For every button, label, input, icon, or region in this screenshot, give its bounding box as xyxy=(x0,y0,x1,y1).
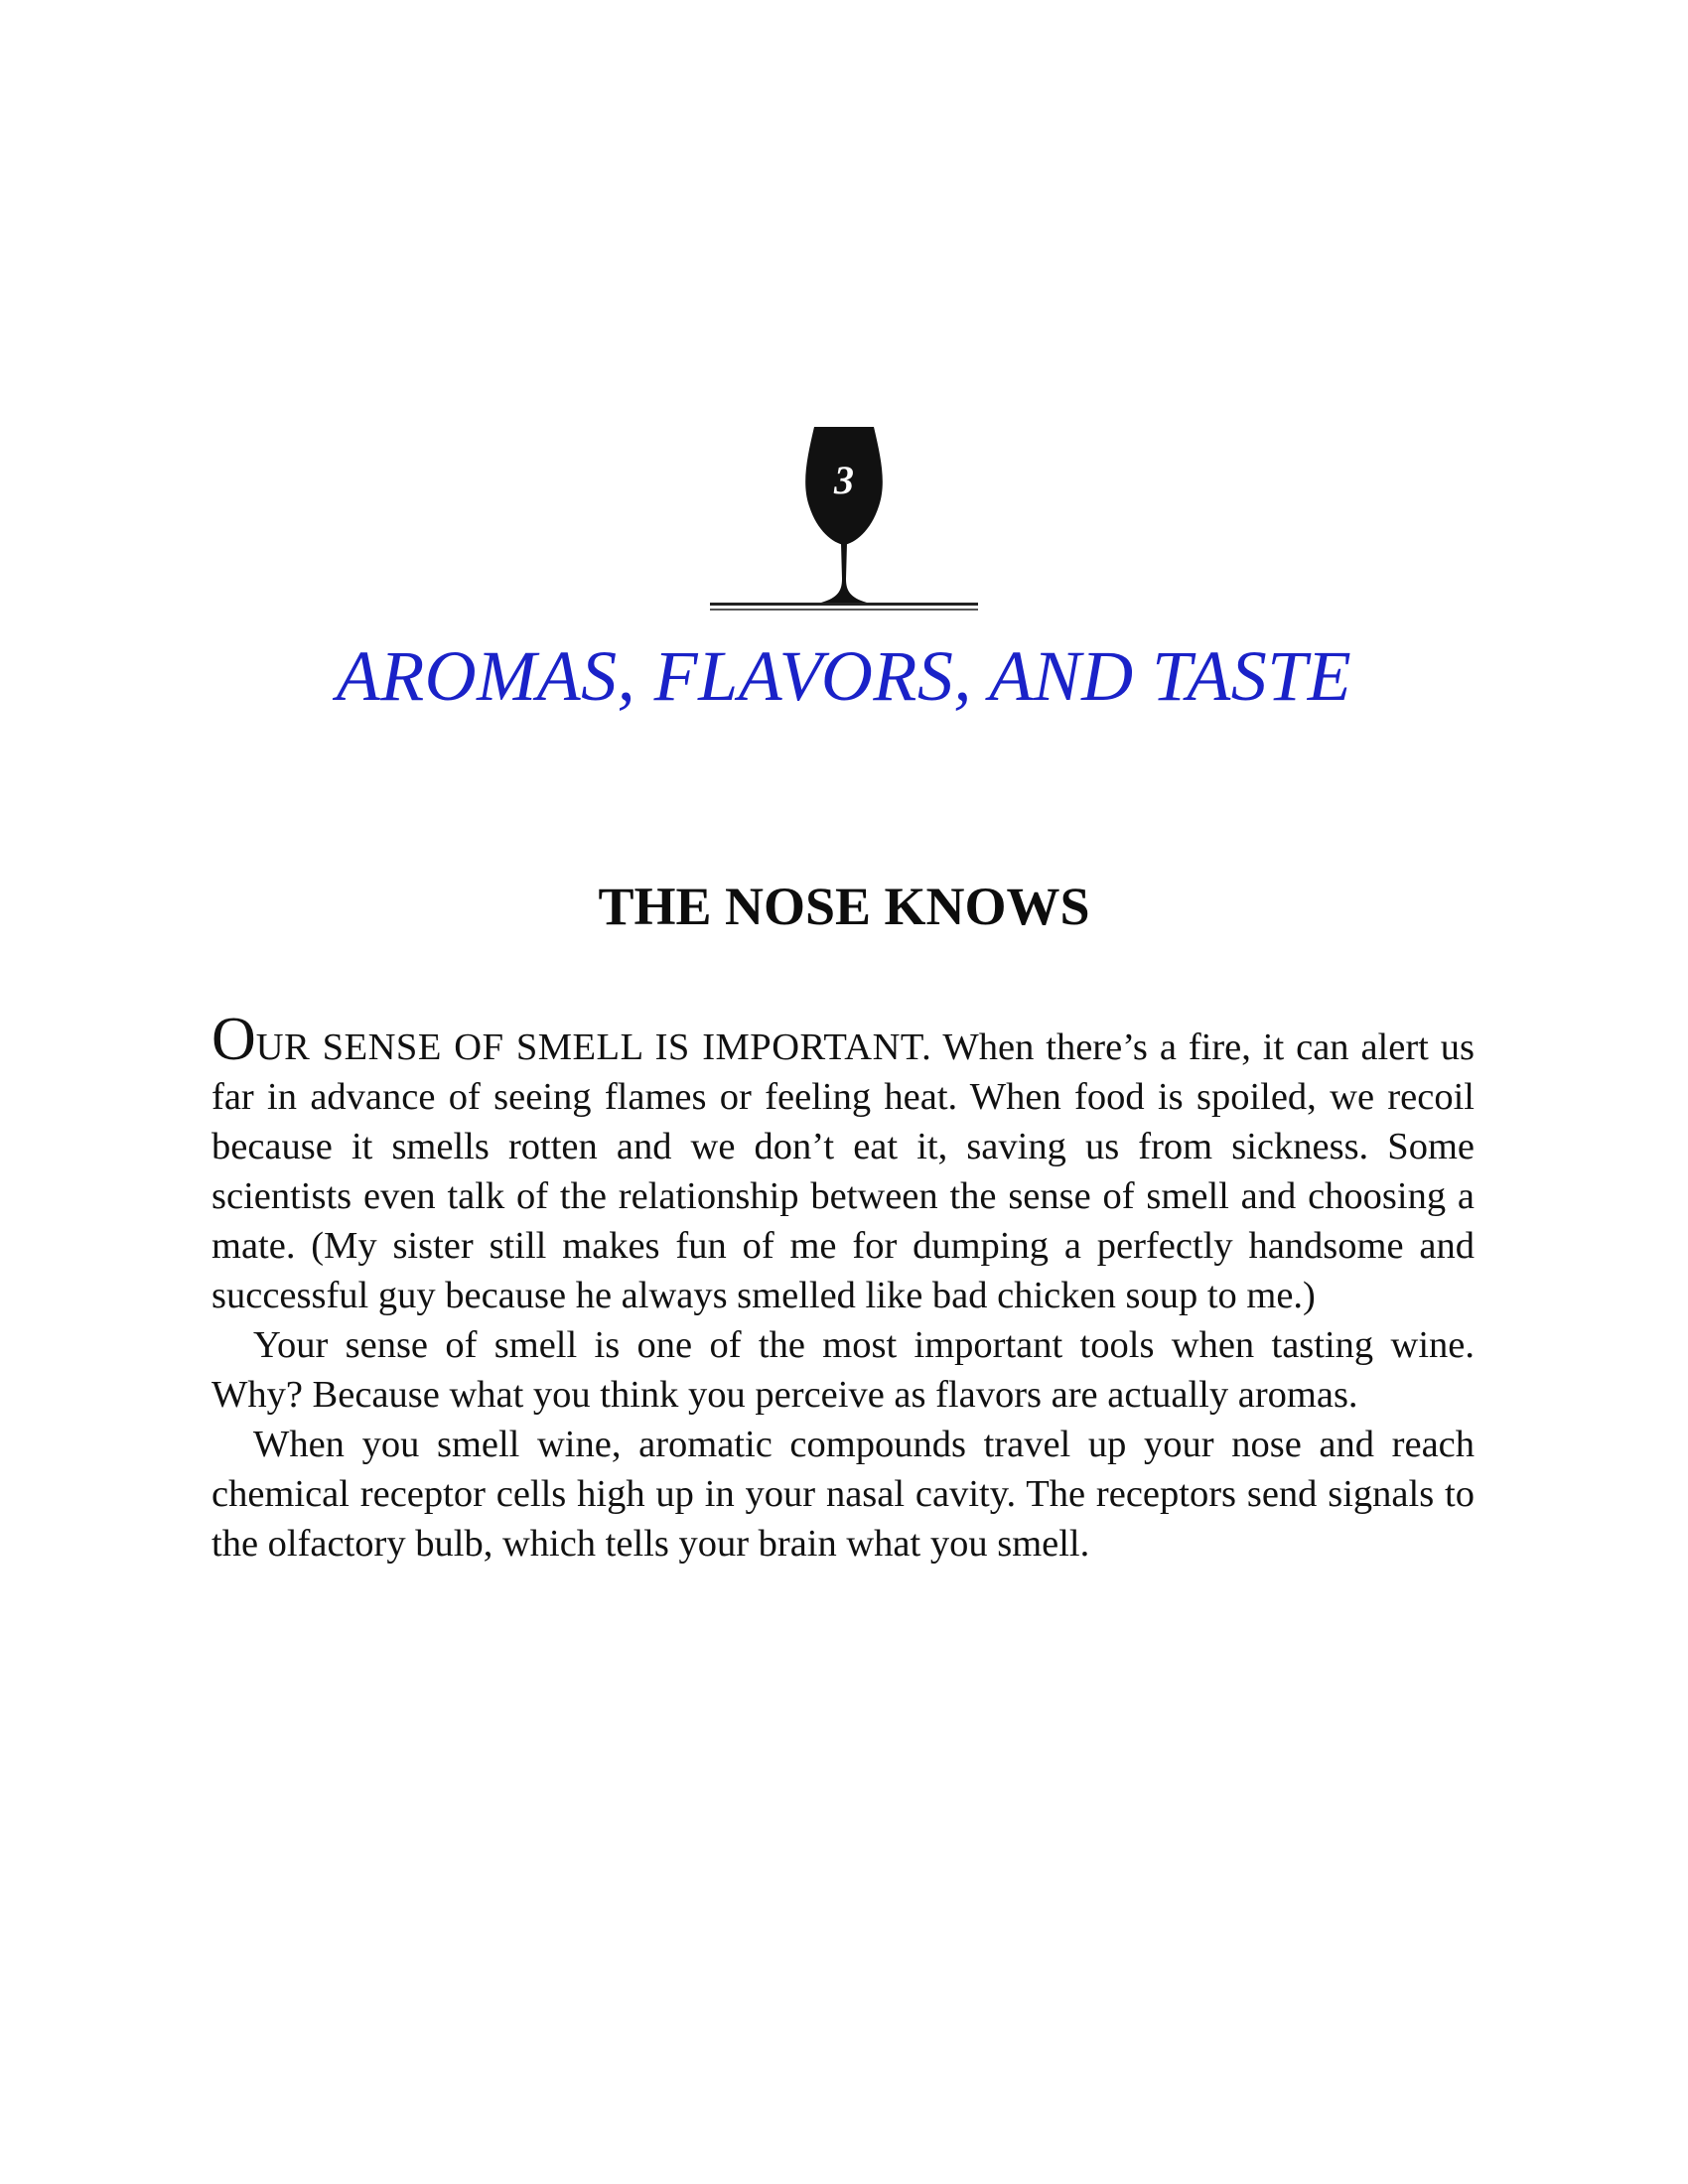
paragraph-1-text: When there’s a fire, it can alert us far in advance of seeing flames or feeling heat. When food is spoiled, we recoil because it smells rotten and we don’t eat it, saving us from sickness. Some scientists even talk of the relationship between the sense of smell and choosing a mate. (My sister still makes fun of me for dumping a perfectly handsome and successful guy because he always smelled like bad chicken soup to me.) xyxy=(211,1026,1475,1316)
drop-cap: O xyxy=(211,1006,256,1073)
chapter-ornament xyxy=(710,422,978,615)
section-heading: THE NOSE KNOWS xyxy=(598,877,1090,936)
chapter-number: 3 xyxy=(834,458,854,502)
paragraph-1 xyxy=(211,1006,1475,1320)
paragraph-2: Your sense of smell is one of the most important tools when tasting wine. Why? Because what you think you perceive as flavors are actually aromas. xyxy=(211,1324,1475,1416)
wine-glass-icon xyxy=(710,422,978,615)
lead-in-text: UR SENSE OF SMELL IS IMPORTANT. xyxy=(255,1026,932,1068)
body-text xyxy=(211,1006,1475,1569)
paragraph-3: When you smell wine, aromatic compounds travel up your nose and reach chemical receptor cells high up in your nasal cavity. The receptors send signals to the olfactory bulb, which tells your brain what you smell. xyxy=(211,1424,1475,1565)
chapter-title: AROMAS, FLAVORS, AND TASTE xyxy=(336,636,1352,716)
